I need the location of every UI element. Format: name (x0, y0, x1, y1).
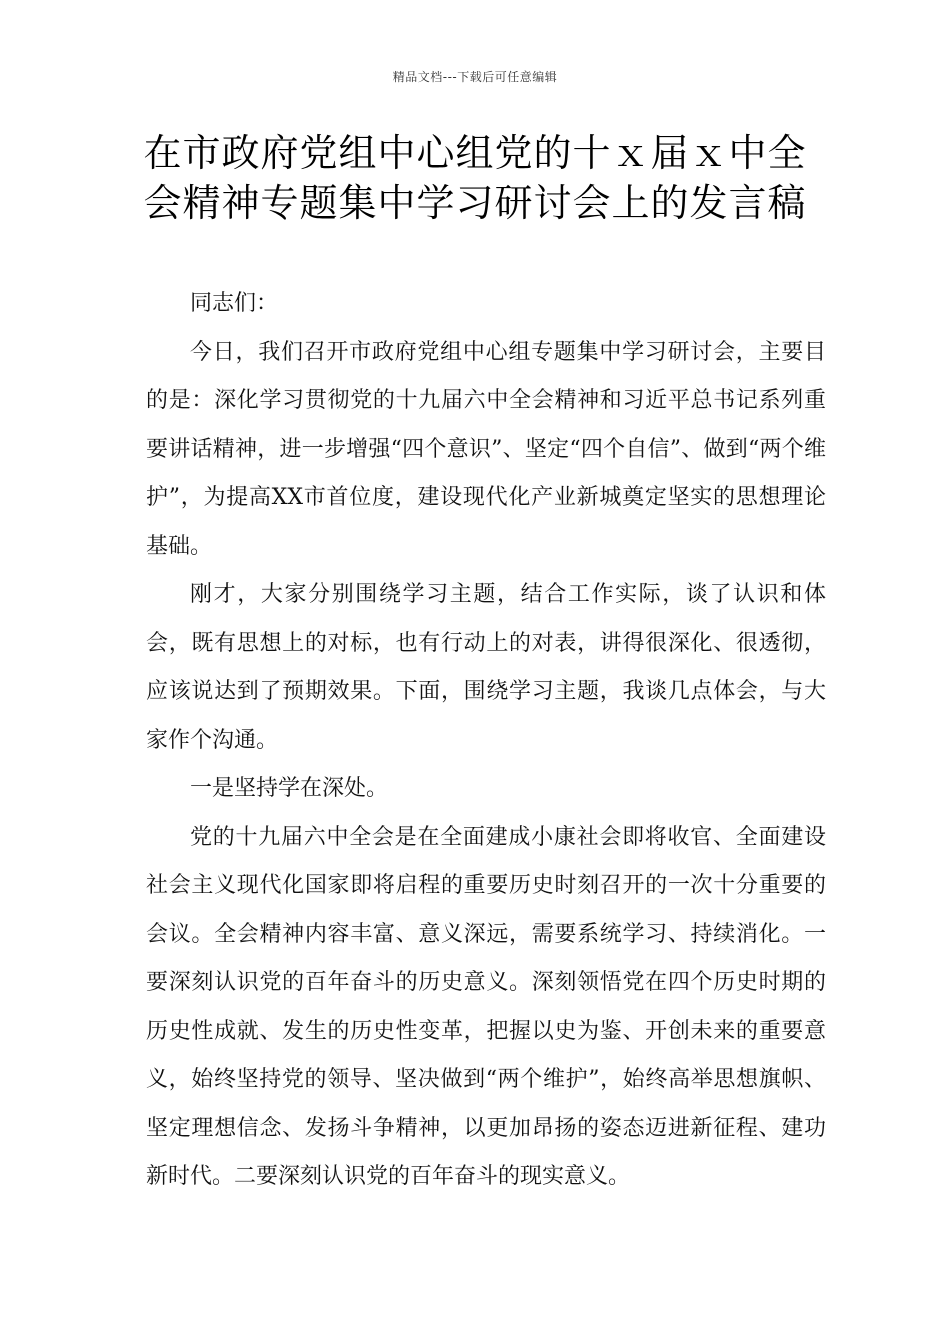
document-body (146, 280, 826, 1202)
document-title (110, 128, 840, 228)
paragraph-section-1: 党的十九届六中全会是在全面建成小康社会即将收官、全面建设社会主义现代化国家即将启程的重要历史时刻召开的一次十分重要的会议。全会精神内容丰富、意义深远，需要系统学习、持续消化。一要深刻认识党的百年奋斗的历史意义。深刻领悟党在四个历史时期的历史性成就、发生的历史性变革，把握以史为鉴、开创未来的重要意义，始终坚持党的领导、坚决做到“两个维护”，始终高举思想旗帜、坚定理想信念、发扬斗争精神，以更加昂扬的姿态迈进新征程、建功新时代。二要深刻认识党的百年奋斗的现实意义。 (146, 824, 826, 1189)
title-line-1: 在市政府党组中心组党的十ｘ届ｘ中全 (143, 131, 807, 175)
paragraph-intro: 今日，我们召开市政府党组中心组专题集中学习研讨会，主要目的是：深化学习贯彻党的十九届六中全会精神和习近平总书记系列重要讲话精神，进一步增强“四个意识”、坚定“四个自信”、做到“两个维护”，为提高XX市首位度，建设现代化产业新城奠定坚实的思想理论基础。 (146, 339, 826, 559)
section-heading-1: 一是坚持学在深处。 (190, 776, 389, 801)
salutation: 同志们： (190, 291, 279, 316)
paragraph-discussion: 刚才，大家分别围绕学习主题，结合工作实际，谈了认识和体会，既有思想上的对标，也有行动上的对表，讲得很深化、很透彻，应该说达到了预期效果。下面，围绕学习主题，我谈几点体会，与大家作个沟通。 (146, 582, 826, 753)
title-line-2: 会精神专题集中学习研讨会上的发言稿 (143, 181, 807, 225)
header-note: 精品文档---下载后可任意编辑 (392, 70, 558, 84)
